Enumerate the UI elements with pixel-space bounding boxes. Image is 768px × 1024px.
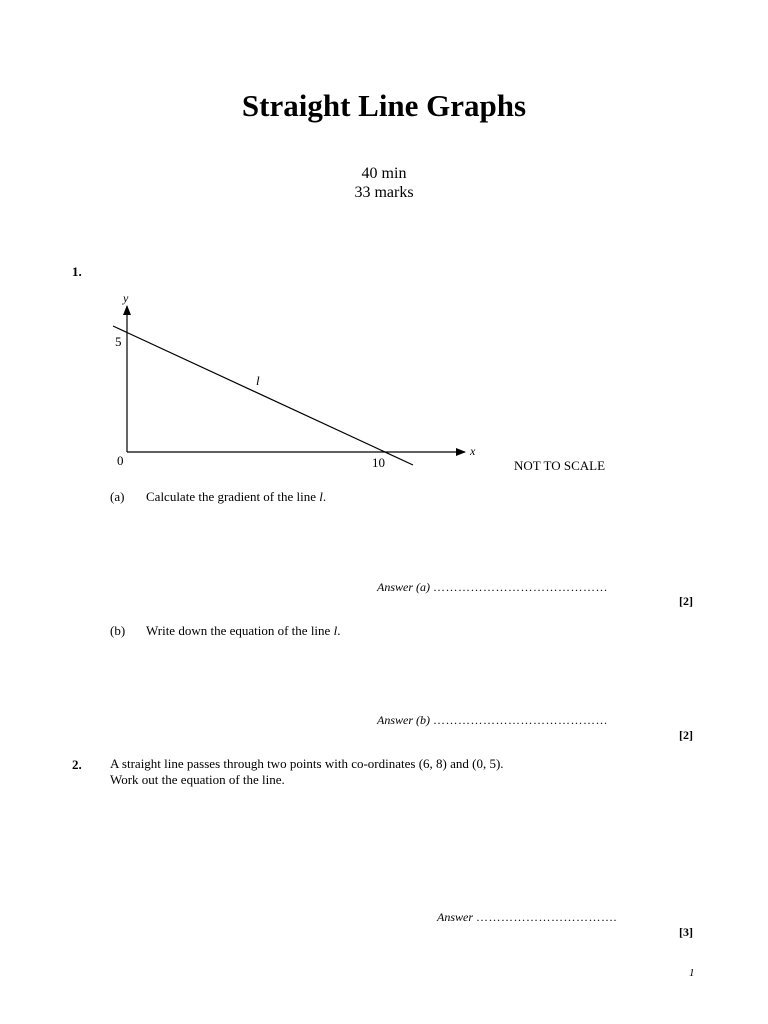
x-intercept-label: 10 [372,455,385,470]
question-2-line-2: Work out the equation of the line. [110,772,285,787]
line-name-label: l [256,373,260,388]
marks-2: [3] [679,925,693,939]
line-l [113,326,413,465]
part-a-label: (a) [110,489,125,504]
marks-b: [2] [679,728,693,742]
total-marks: 33 marks [354,184,414,201]
part-b-label: (b) [110,623,126,638]
page-number: 1 [689,967,695,979]
x-axis-label: x [470,444,476,458]
question-2-number: 2. [72,757,82,772]
marks-a: [2] [679,594,693,608]
question-2-line-1: A straight line passes through two points with co-ordinates (6, 8) and (0, 5). [110,756,504,771]
page-title: Straight Line Graphs [241,88,527,123]
origin-label: 0 [117,453,124,468]
answer-2-line: Answer ……………………………. [437,910,617,924]
part-a-question: Calculate the gradient of the line l. [146,489,327,504]
y-axis-label: y [123,291,129,305]
y-intercept-label: 5 [115,334,122,349]
time-allowed: 40 min [361,165,407,182]
question-1-number: 1. [72,264,82,279]
answer-b-line: Answer (b) …………………………………… [377,713,608,727]
part-b-question: Write down the equation of the line l. [146,623,341,638]
answer-a-line: Answer (a) …………………………………… [377,580,608,594]
not-to-scale-note: NOT TO SCALE [514,458,606,473]
